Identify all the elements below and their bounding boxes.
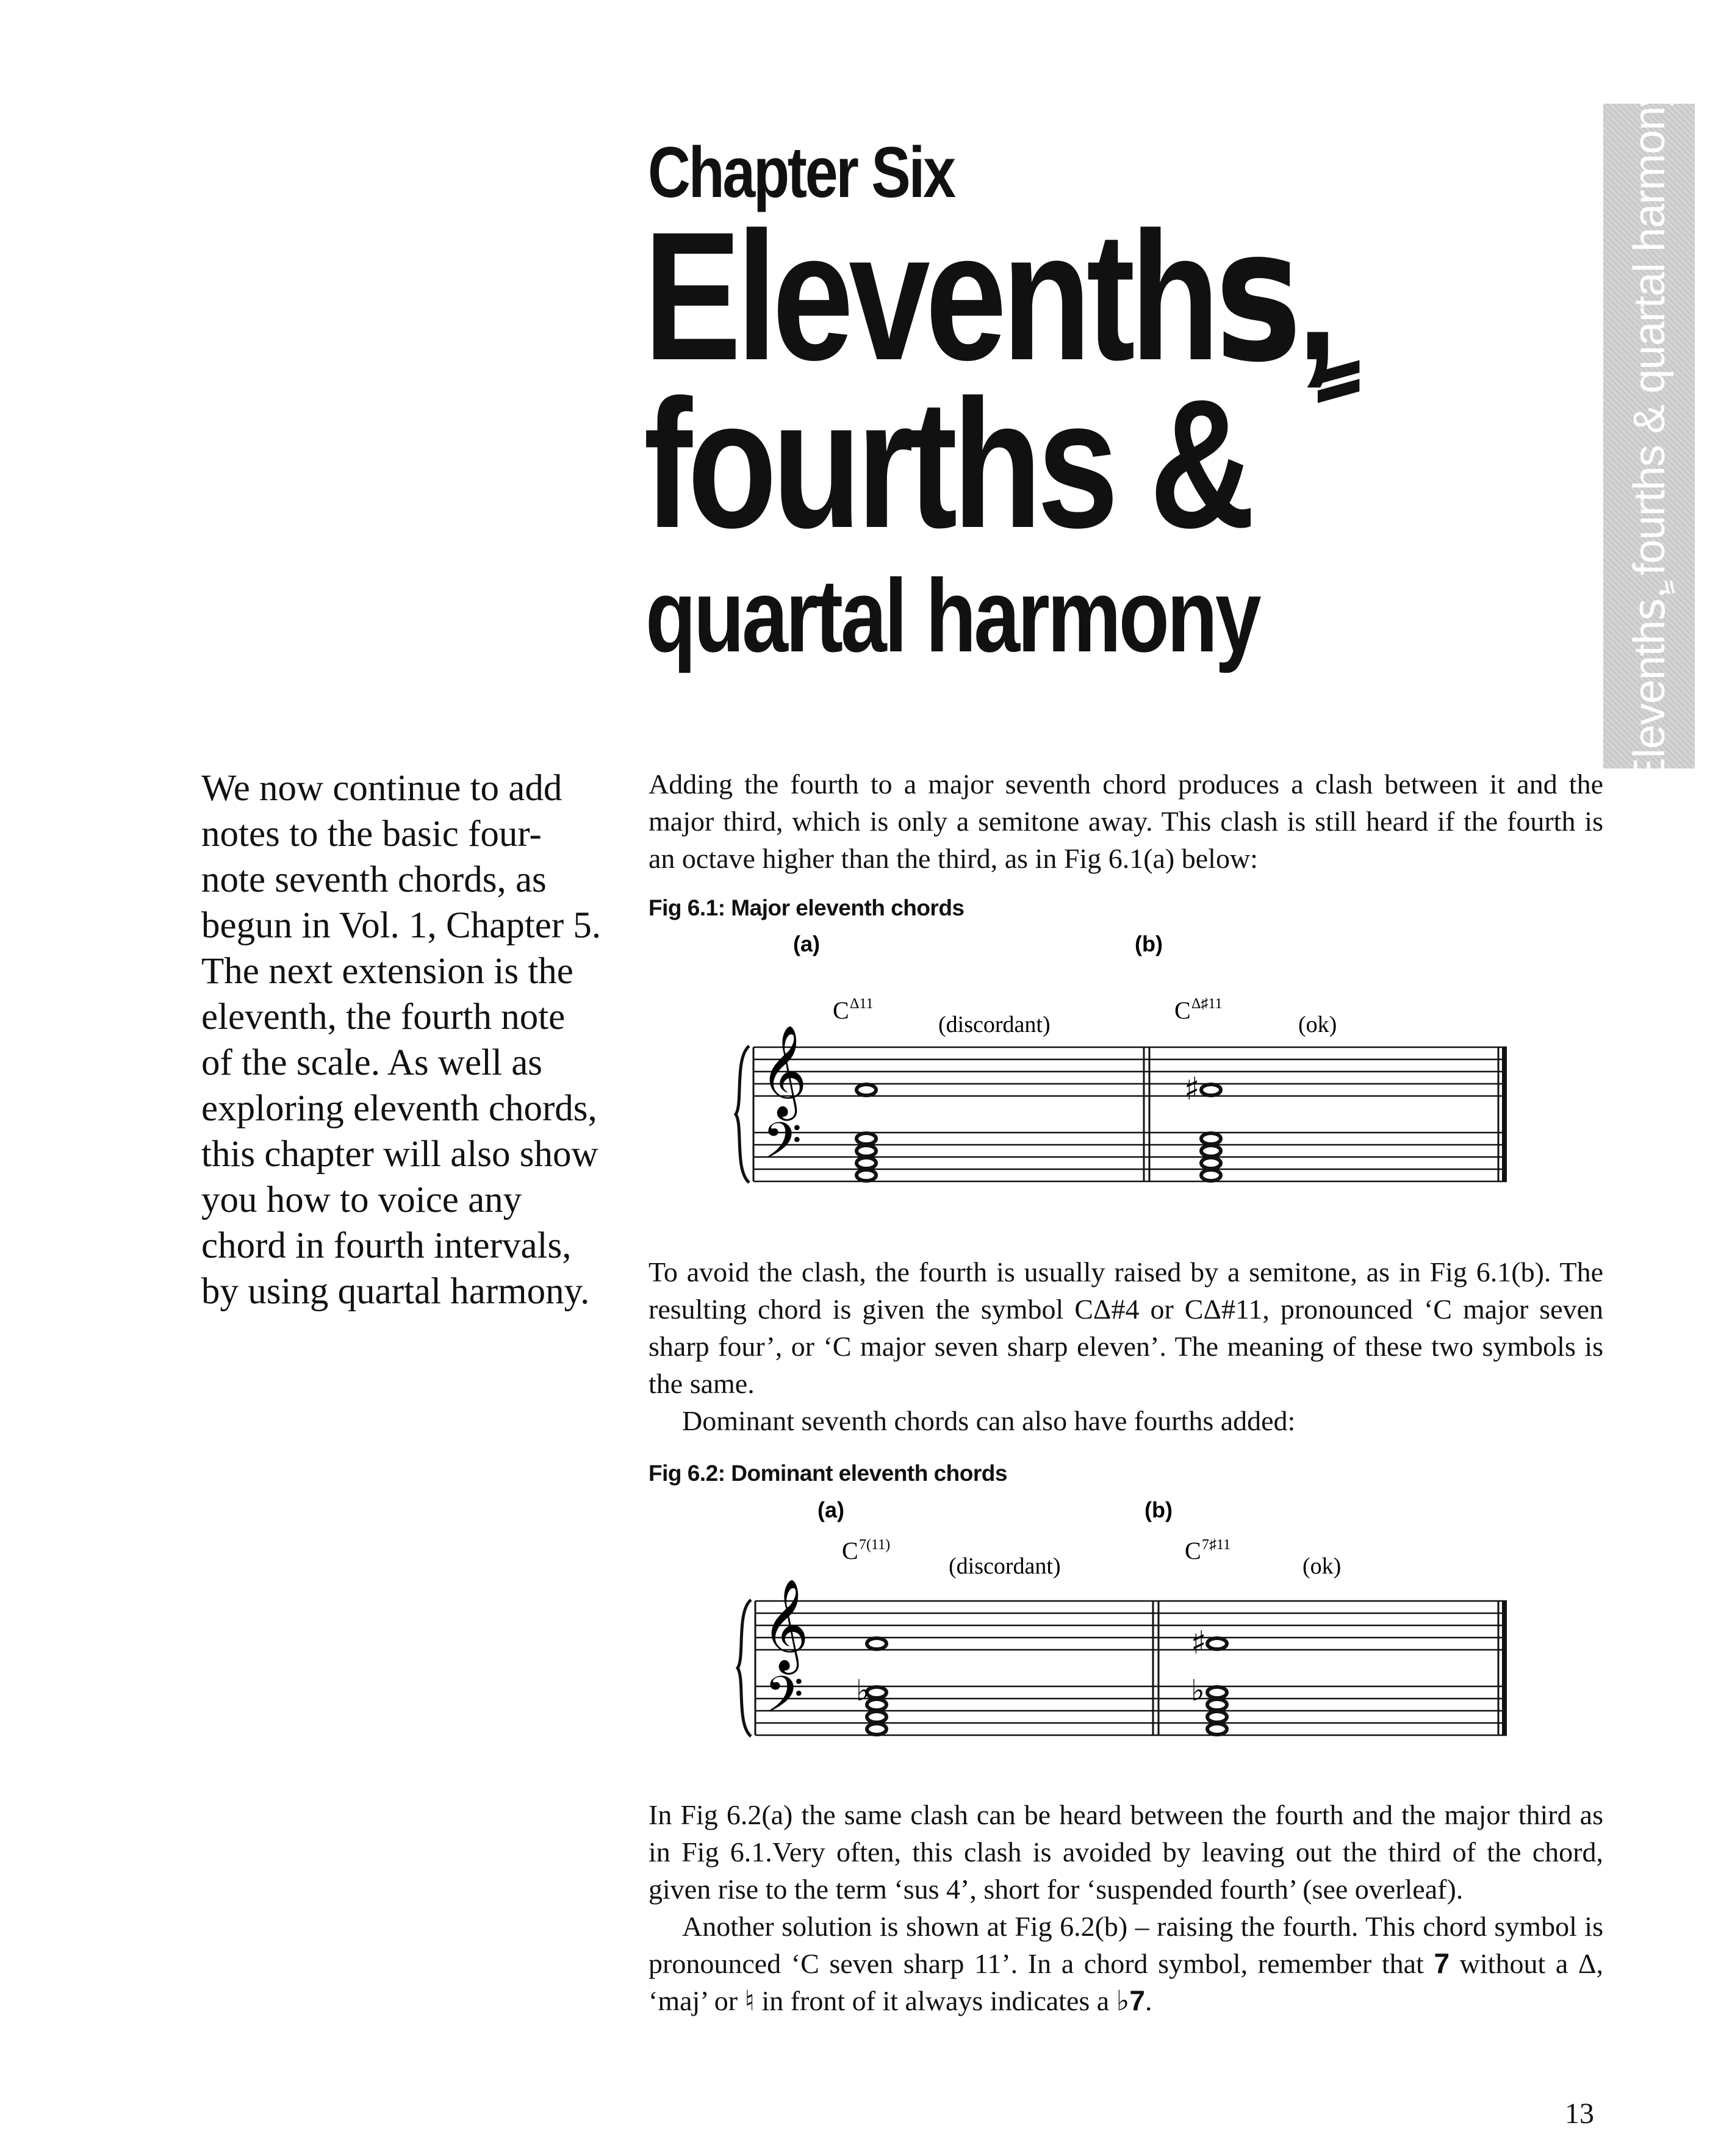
fig-6-1-chord-a-sup: Δ11 <box>850 996 874 1012</box>
fig-6-1-brace <box>736 1046 749 1183</box>
fig-6-2-caption: Fig 6.2: Dominant eleventh chords <box>649 1461 1007 1486</box>
intro-line: of the scale. As well as <box>201 1042 543 1083</box>
intro-line: notes to the basic four- <box>201 814 542 854</box>
intro-line: The next extension is the <box>201 951 573 992</box>
flat-icon: ♭ <box>1191 1674 1205 1708</box>
fig-6-2-staff <box>732 1493 1513 1761</box>
fig-6-1-chord-b-sup: Δ♯11 <box>1191 996 1223 1012</box>
bass-clef-icon: 𝄢 <box>764 1665 804 1736</box>
intro-line: you how to voice any <box>201 1180 522 1220</box>
intro-line: eleventh, the fourth note <box>201 997 566 1037</box>
paragraph-text: In Fig 6.2(a) the same clash can be heard between the fourth and the major third as in Fig 6.1.Very often, this clash is avoided by leaving out the third of the chord, given rise to the term ‘sus 4’, short for ‘suspended fourth’ (see overleaf). <box>649 1799 1603 1905</box>
fig-6-1-treble-lines <box>753 1047 1507 1096</box>
fig-6-2-note-b: (ok) <box>1302 1553 1342 1579</box>
intro-line: chord in fourth intervals, <box>201 1225 572 1266</box>
paragraph-text: without a Δ, ‘maj’ or ♮ in front of it always indicates a <box>649 1948 1604 2016</box>
fig-6-2-chord-a-root: C <box>842 1537 858 1564</box>
fig-6-1-note-a: (discordant) <box>938 1012 1051 1037</box>
bass-clef-icon: 𝄢 <box>763 1111 802 1183</box>
sharp-icon: ♯ <box>1191 1625 1207 1661</box>
fig-6-1-caption: Fig 6.1: Major eleventh chords <box>649 895 965 920</box>
intro-line: exploring eleventh chords, <box>201 1088 597 1129</box>
intro-line: note seventh chords, as <box>201 859 547 900</box>
intro-line: this chapter will also show <box>201 1134 598 1175</box>
fig-6-2-note-a: (discordant) <box>949 1553 1061 1579</box>
fig-6-1-staff <box>732 927 1513 1195</box>
paragraph-1 <box>649 765 1603 877</box>
fig-6-2-label-b: (b) <box>1144 1497 1173 1522</box>
paragraph-2 <box>649 1253 1603 1439</box>
fig-6-1-chord-a-root: C <box>833 997 849 1024</box>
chapter-title-line-2: fourths & <box>644 361 1251 566</box>
page-number: 13 <box>1565 2097 1594 2130</box>
fig-6-2-label-a: (a) <box>817 1497 844 1522</box>
intro-line: We now continue to add <box>201 768 562 809</box>
fig-6-2-chord-a-sup: 7(11) <box>859 1537 891 1553</box>
fig-6-1-barlines <box>753 1047 1504 1181</box>
intro-column <box>201 765 616 1314</box>
chapter-label: Chapter Six <box>648 132 954 213</box>
paragraph-text: To avoid the clash, the fourth is usually raised by a semitone, as in Fig 6.1(b). The resulting chord is given the symbol CΔ#4 or CΔ#11, pronounced ‘C major seven sharp four’, or ‘C major seven sharp eleven’. The meaning of these two symbols is the same. <box>649 1256 1603 1399</box>
paragraph-text: Another solution is shown at Fig 6.2(b) – raising the fourth. This chord symbol is pronounced ‘C seven sharp 11’. In a chord symbol, remember that <box>649 1911 1603 1979</box>
paragraph-text: Adding the fourth to a major seventh chord produces a clash between it and the major third, which is only a semitone away. This clash is still heard if the fourth is an octave higher than the third, as in Fig 6.1(a) below: <box>649 768 1603 874</box>
flat-icon: ♭ <box>856 1674 870 1708</box>
intro-line: begun in Vol. 1, Chapter 5. <box>201 905 602 946</box>
side-tab-text: Eleventhsٍ, fourths & quartal harmony <box>1625 85 1674 787</box>
fig-6-1-label-b: (b) <box>1135 931 1163 956</box>
chapter-side-tab <box>1603 85 1695 787</box>
fig-6-2-chord-b-sup: 7♯11 <box>1202 1537 1231 1553</box>
bold-seven: 7 <box>1434 1947 1450 1979</box>
paragraph-text: . <box>1144 1985 1152 2016</box>
fig-6-1-label-a: (a) <box>793 931 820 956</box>
intro-line: by using quartal harmony. <box>201 1271 590 1312</box>
treble-clef-icon: 𝄞 <box>762 1578 809 1671</box>
fig-6-1-chord-b-root: C <box>1174 997 1191 1024</box>
paragraph-text: Dominant seventh chords can also have fourths added: <box>682 1405 1296 1436</box>
fig-6-1-note-b: (ok) <box>1298 1012 1337 1037</box>
paragraph-4 <box>649 1796 1603 2019</box>
chapter-title-line-3: quartal harmony <box>645 558 1259 674</box>
treble-clef-icon: 𝄞 <box>760 1024 807 1117</box>
bold-flat-seven: ♭7 <box>1116 1985 1145 2016</box>
fig-6-2-chord-b-root: C <box>1185 1537 1201 1564</box>
sharp-icon: ♯ <box>1184 1071 1200 1108</box>
chapter-title-line-1: Eleventhsٍ, <box>644 193 1333 398</box>
fig-6-2-brace <box>738 1600 751 1736</box>
paragraph-5 <box>649 1908 1603 2019</box>
